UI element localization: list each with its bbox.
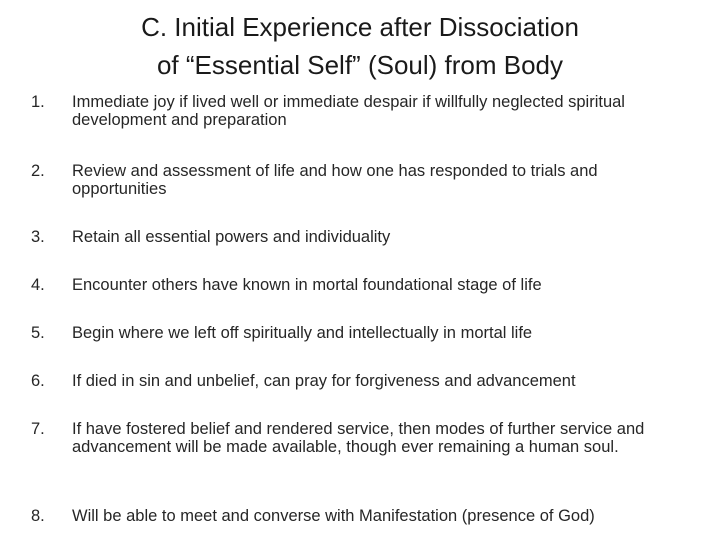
slide-title-line-2: of “Essential Self” (Soul) from Body	[156, 50, 564, 80]
list-item-text: If have fostered belief and rendered service, then modes of further service and advancement will be made available, though ever remaining a human soul.	[72, 420, 645, 456]
list-item-number: 7.	[31, 420, 45, 438]
list-item-number: 1.	[31, 93, 45, 111]
list-item-number: 3.	[31, 228, 45, 246]
slide-title	[60, 8, 660, 84]
list-item-number: 2.	[31, 162, 45, 180]
list-item-text: If died in sin and unbelief, can pray for forgiveness and advancement	[72, 372, 576, 390]
list-item-number: 4.	[31, 276, 45, 294]
list-item-number: 8.	[31, 507, 45, 525]
list-item-text: Retain all essential powers and individuality	[72, 228, 391, 246]
slide-title-line-1: C. Initial Experience after Dissociation	[141, 12, 579, 42]
list-item-text: Review and assessment of life and how one has responded to trials and opportunities	[72, 162, 598, 198]
list-item-text: Begin where we left off spiritually and intellectually in mortal life	[72, 324, 533, 342]
list-item-number: 5.	[31, 324, 45, 342]
list-item-text: Encounter others have known in mortal foundational stage of life	[72, 276, 542, 294]
list-item-number: 6.	[31, 372, 45, 390]
list-item-text: Immediate joy if lived well or immediate despair if willfully neglected spiritual development and preparation	[72, 93, 625, 129]
list-item-text: Will be able to meet and converse with Manifestation (presence of God)	[72, 507, 595, 525]
